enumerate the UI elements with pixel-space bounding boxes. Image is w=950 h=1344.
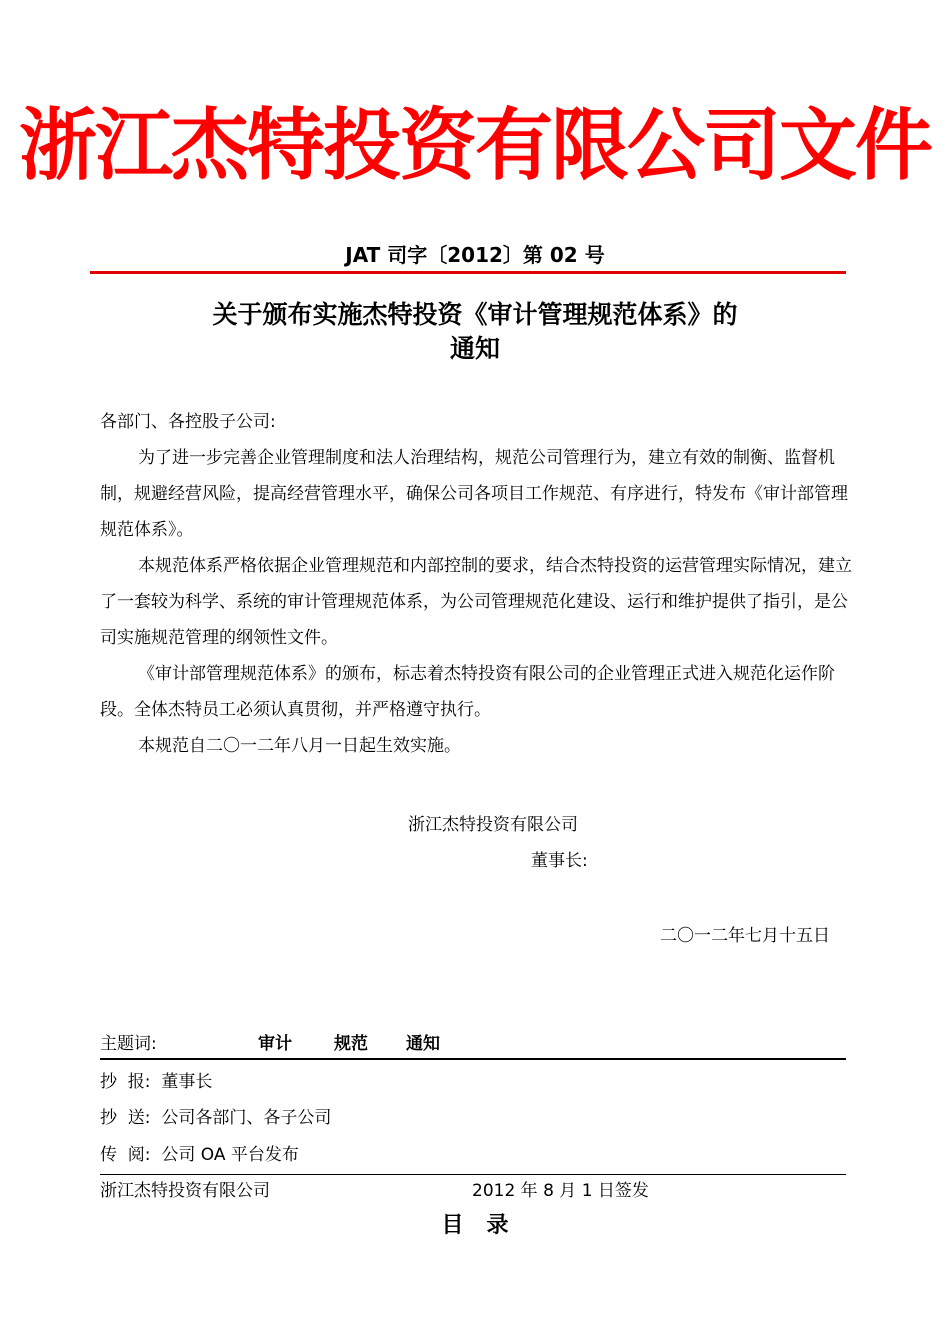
document-number: JAT 司字〔2012〕第 02 号 <box>345 243 605 267</box>
keywords-label: 主题词: <box>100 1034 157 1054</box>
red-divider <box>90 271 846 274</box>
circulate: 传 阅: 公司 OA 平台发布 <box>100 1145 299 1165</box>
issuer-row <box>100 1176 846 1206</box>
paragraph: 本规范自二〇一二年八月一日起生效实施。 <box>138 736 461 756</box>
footer-divider <box>100 1174 846 1175</box>
notice-title-line1: 关于颁布实施杰特投资《审计管理规范体系》的 <box>212 300 738 329</box>
issuer-company: 浙江杰特投资有限公司 <box>100 1181 270 1201</box>
toc-title: 目 录 <box>441 1213 509 1238</box>
keyword: 规范 <box>334 1034 368 1054</box>
notice-body <box>100 404 860 764</box>
signature-company: 浙江杰特投资有限公司 <box>408 815 578 835</box>
paragraph: 本规范体系严格依据企业管理规范和内部控制的要求，结合杰特投资的运营管理实际情况，建立了一套较为科学、系统的审计管理规范体系，为公司管理规范化建设、运行和维护提供了指引，是公司实施规范管理的纲领性文件。 <box>100 556 852 648</box>
paragraph: 《审计部管理规范体系》的颁布，标志着杰特投资有限公司的企业管理正式进入规范化运作阶段。全体杰特员工必须认真贯彻，并严格遵守执行。 <box>100 664 835 720</box>
signature-date: 二〇一二年七月十五日 <box>660 926 830 946</box>
signature-chairman: 董事长: <box>531 851 588 871</box>
report-to: 抄 报: 董事长 <box>100 1072 213 1092</box>
paragraph: 为了进一步完善企业管理制度和法人治理结构，规范公司管理行为，建立有效的制衡、监督机制，规避经营风险，提高经营管理水平，确保公司各项目工作规范、有序进行，特发布《审计部管理规范体系》。 <box>100 448 848 540</box>
recipients: 各部门、各控股子公司: <box>100 412 276 432</box>
document-header-title: 浙江杰特投资有限公司文件 <box>18 101 931 191</box>
copy-to: 抄 送: 公司各部门、各子公司 <box>100 1108 332 1128</box>
issue-date: 2012 年 8 月 1 日签发 <box>472 1181 649 1201</box>
notice-title-line2: 通知 <box>449 334 500 363</box>
keywords-row <box>100 1030 846 1060</box>
keyword: 审计 <box>258 1034 292 1054</box>
keyword: 通知 <box>406 1034 440 1054</box>
